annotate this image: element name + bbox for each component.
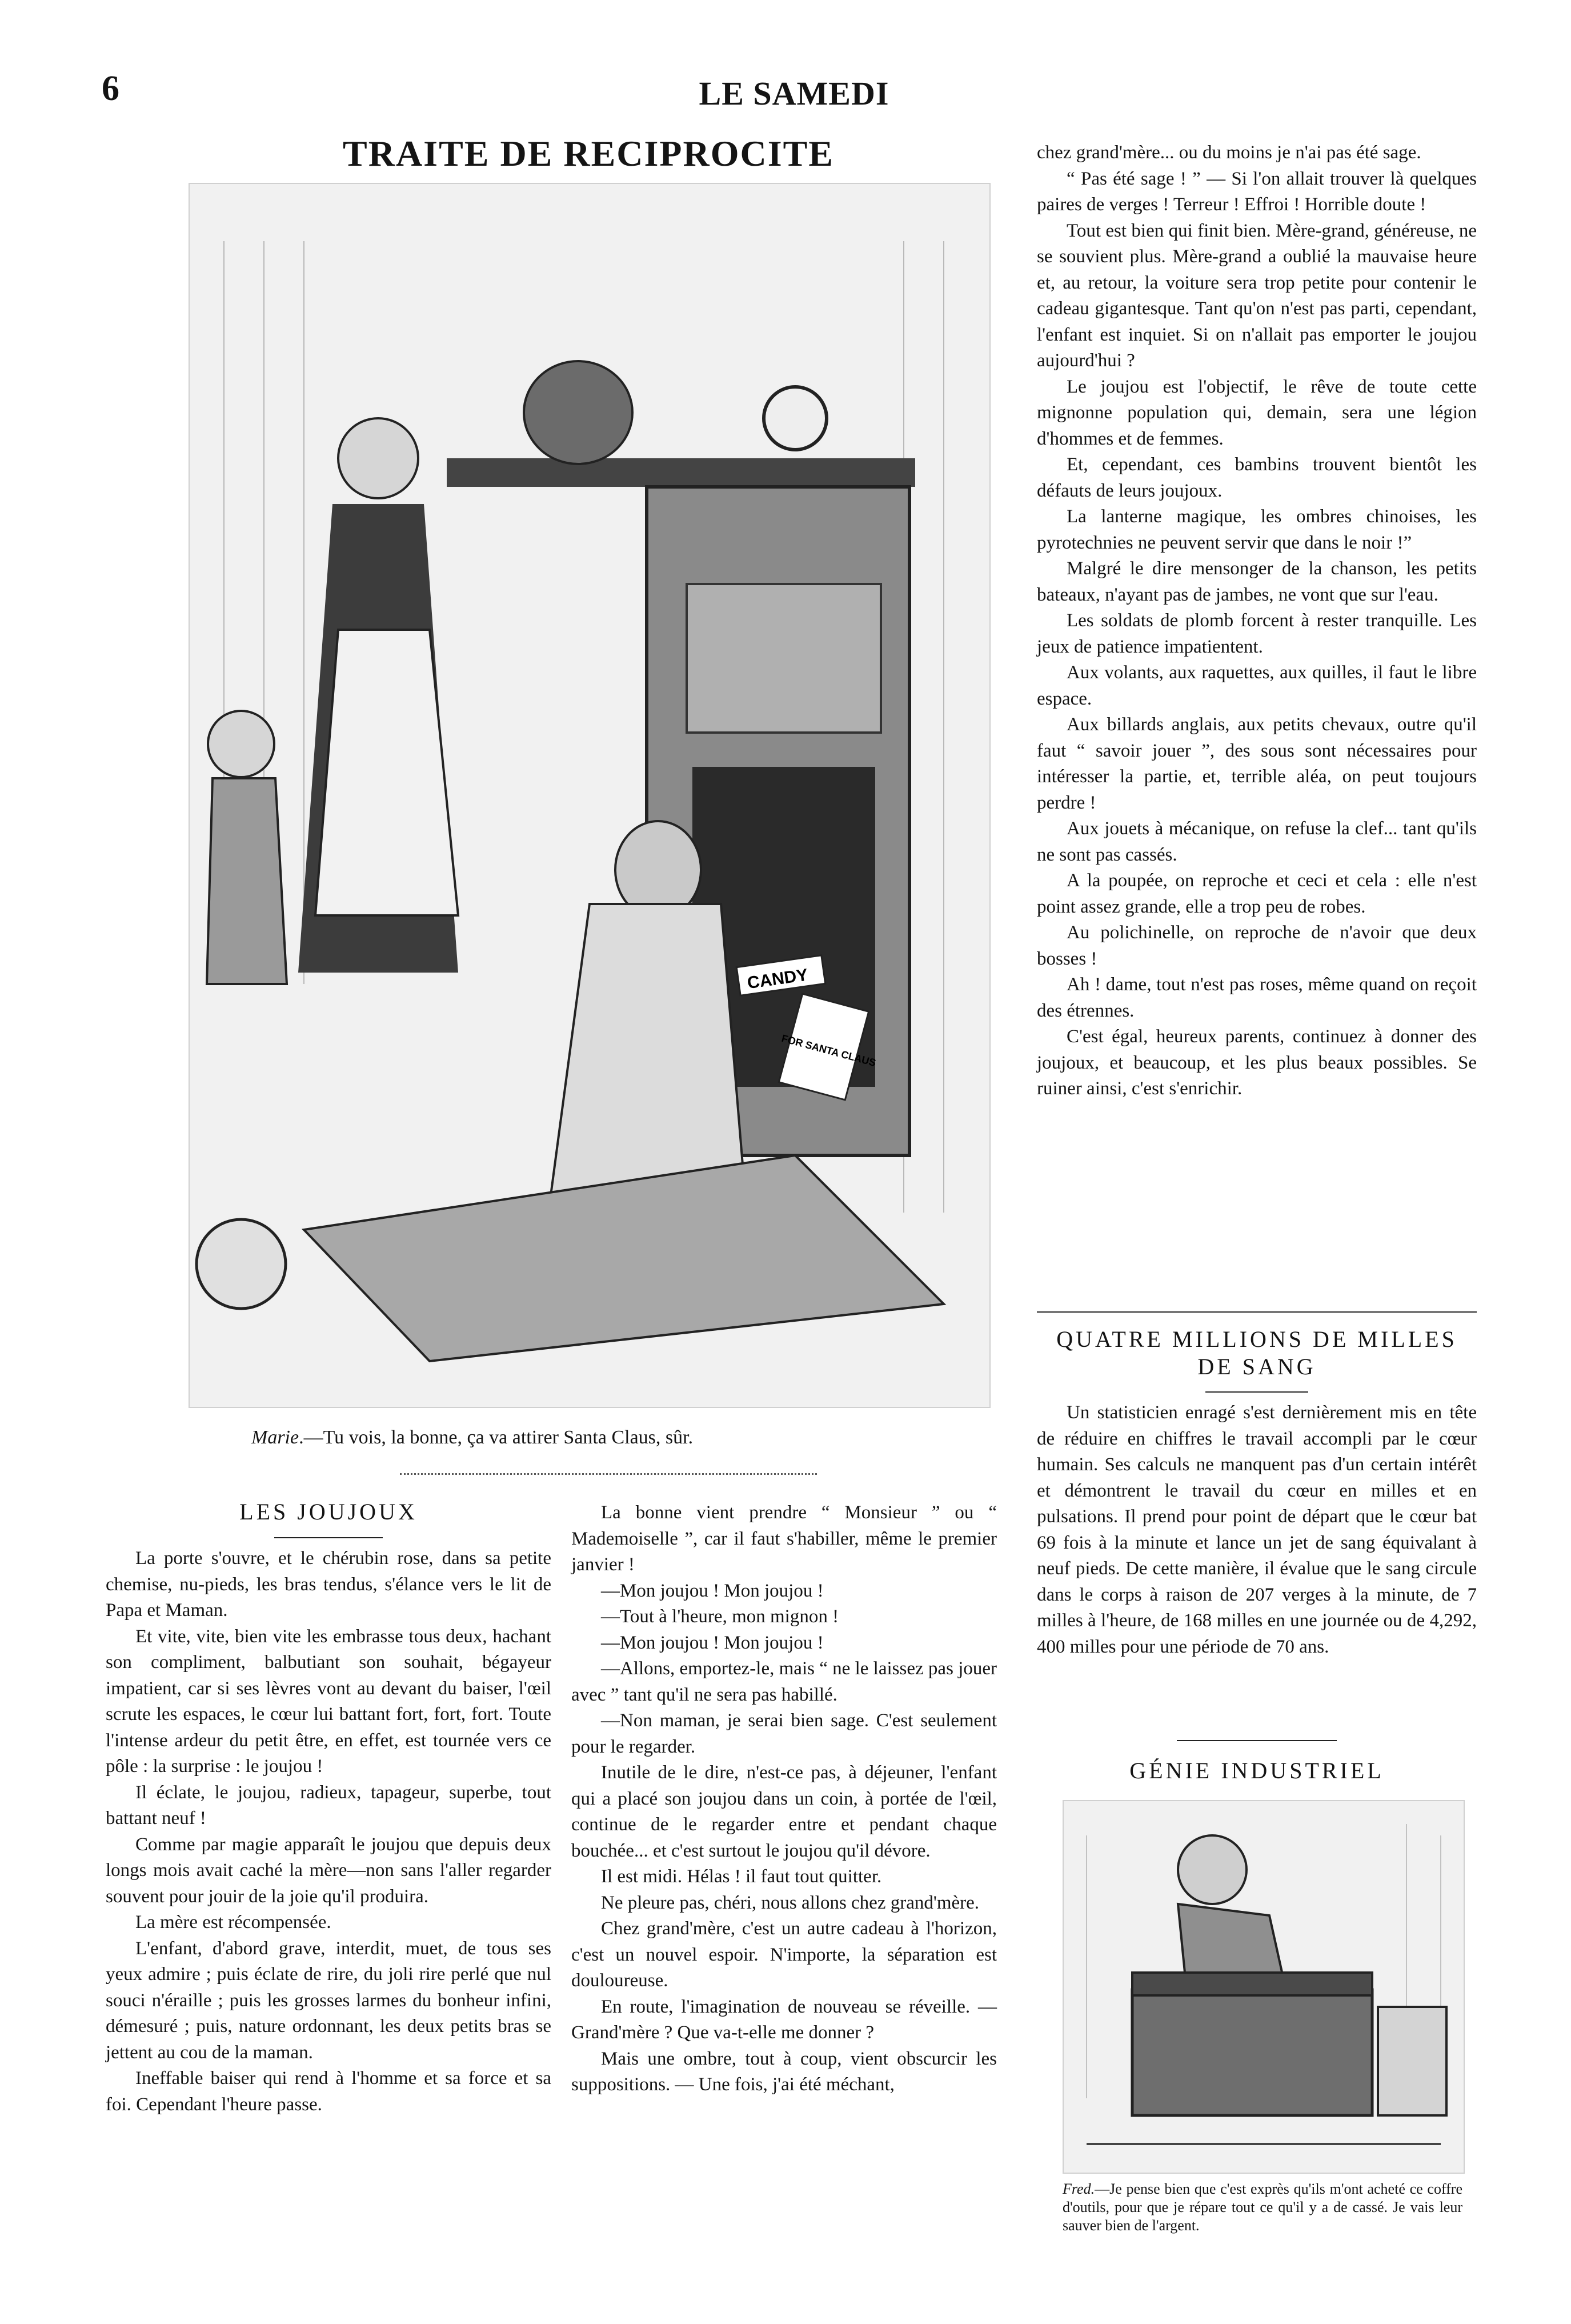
boy-head: [1178, 1835, 1247, 1904]
genie-caption: [1063, 2180, 1462, 2235]
paragraph: Aux jouets à mécanique, on refuse la clef... tant qu'ils ne sont pas cassés.: [1037, 818, 1477, 865]
genie-heading: GÉNIE INDUSTRIEL: [1129, 1758, 1384, 1783]
main-illustration: [189, 183, 991, 1408]
paragraph: Inutile de le dire, n'est-ce pas, à déjeuner, l'enfant qui a placé son joujou dans un coin, à portée de l'œil, continue de le regarder entre et pendant chaque bouchée... et c'est surtout le joujou qu'il dévore.: [571, 1762, 997, 1861]
rug: [304, 1155, 944, 1361]
paragraph: chez grand'mère... ou du moins je n'ai pas été sage.: [1037, 142, 1421, 163]
paragraph: Malgré le dire mensonger de la chanson, les petits bateaux, n'ayant pas de jambes, ne vont que sur l'eau.: [1037, 558, 1477, 605]
paragraph: C'est égal, heureux parents, continuez à donner des joujoux, et beaucoup, et les plus beaux possibles. Se ruiner ainsi, c'est s'enrichir.: [1037, 1026, 1477, 1099]
genie-illustration: [1063, 1800, 1465, 2174]
vase: [524, 361, 632, 464]
sang-heading-rule: [1205, 1391, 1308, 1393]
section-divider: [1177, 1740, 1337, 1741]
sang-article: [1037, 1400, 1477, 1660]
paragraph: Aux billards anglais, aux petits chevaux, outre qu'il faut “ savoir jouer ”, des sous sont nécessaires pour intéresser la partie, et, terrible aléa, on peut toujours perdre !: [1037, 714, 1477, 813]
paragraph: —Tout à l'heure, mon mignon !: [601, 1606, 839, 1627]
paragraph: Aux volants, aux raquettes, aux quilles, il faut le libre espace.: [1037, 662, 1477, 709]
paragraph: La bonne vient prendre “ Monsieur ” ou “ Mademoiselle ”, car il faut s'habiller, même le premier janvier !: [571, 1502, 997, 1575]
clock: [764, 387, 827, 450]
paragraph: “ Pas été sage ! ” — Si l'on allait trouver là quelques paires de verges ! Terreur ! Effroi ! Horrible doute !: [1037, 168, 1477, 215]
paragraph: —Mon joujou ! Mon joujou !: [601, 1580, 824, 1601]
paragraph: —Mon joujou ! Mon joujou !: [601, 1632, 824, 1653]
paragraph: La mère est récompensée.: [135, 1912, 331, 1933]
paragraph: Mais une ombre, tout à coup, vient obscurcir les suppositions. — Une fois, j'ai été méchant,: [571, 2048, 997, 2095]
caption-speaker: Fred.: [1063, 2181, 1095, 2197]
toy-box: [1378, 2007, 1446, 2115]
paragraph: Les soldats de plomb forcent à rester tranquille. Les jeux de patience impatientent.: [1037, 610, 1477, 657]
paragraph: —Allons, emportez-le, mais “ ne le laissez pas jouer avec ” tant qu'il ne sera pas habillé.: [571, 1658, 997, 1705]
paragraph: Un statisticien enragé s'est dernièrement mis en tête de réduire en chiffres le travail accompli par le cœur humain. Ses calculs ne manquent pas d'un certain intérêt et démontrent le travail du cœur en milles et en pulsations. Il prend pour point de départ que le cœur bat 69 fois à la minute et lance un jet de sang équivalant à neuf pieds. De cette manière, il évalue que le sang circule dans le corps à raison de 207 verges à la minute, de 7 milles à l'heure, de 168 milles en une journée ou de 4,292, 400 milles pour une période de 70 ans.: [1037, 1402, 1477, 1657]
tool-chest: [1132, 1990, 1372, 2115]
paragraph: Au polichinelle, on reproche de n'avoir que deux bosses !: [1037, 922, 1477, 969]
caption-speaker: Marie: [251, 1427, 299, 1448]
paragraph: Et vite, vite, bien vite les embrasse tous deux, hachant son compliment, balbutiant son souhait, bégayeur impatient, car si ses lèvres vont au devant du baiser, l'œil scrute les espaces, le cœur lui battant fort, fort, fort. Toute l'intense ardeur du petit être, en effet, est tournée vers ce pôle : la surprise : le joujou !: [106, 1626, 551, 1777]
main-article-title: TRAITE DE RECIPROCITE: [343, 133, 834, 174]
fireplace-scene-illustration: [190, 184, 989, 1407]
paragraph: Ah ! dame, tout n'est pas roses, même quand on reçoit des étrennes.: [1037, 974, 1477, 1021]
boy-with-toolbox-illustration: [1064, 1801, 1464, 2173]
paragraph: —Non maman, je serai bien sage. C'est seulement pour le regarder.: [571, 1710, 997, 1757]
joujoux-heading-rule: [274, 1537, 383, 1538]
paragraph: Tout est bien qui finit bien. Mère-grand, généreuse, ne se souvient plus. Mère-grand a oublié la mauvaise heure et, au retour, la voiture sera trop petite pour contenir le cadeau gigantesque. Tant qu'on n'est pas parti, cependant, l'enfant est inquiet. Si on n'allait pas emporter le joujou aujourd'hui ?: [1037, 220, 1477, 371]
page-number: 6: [102, 69, 119, 108]
maid-apron: [315, 630, 458, 915]
caption-text: —Je pense bien que c'est exprès qu'ils m'ont acheté ce coffre d'outils, pour que je répare tout ce qu'il y a de cassé. Je vais leur sauver bien de l'argent.: [1063, 2181, 1462, 2234]
maid-head: [338, 418, 418, 498]
boy-body: [207, 778, 287, 984]
joujoux-column-1: [106, 1546, 551, 2118]
joujoux-column-3: [1037, 140, 1477, 1102]
joujoux-heading: LES JOUJOUX: [239, 1499, 418, 1525]
paragraph: Il est midi. Hélas ! il faut tout quitter.: [601, 1866, 882, 1887]
caption-text: .—Tu vois, la bonne, ça va attirer Santa Claus, sûr.: [299, 1427, 694, 1448]
paragraph: En route, l'imagination de nouveau se réveille. —Grand'mère ? Que va-t-elle me donner ?: [571, 1996, 997, 2043]
paragraph: A la poupée, on reproche et ceci et cela : elle n'est point assez grande, elle a trop peu de robes.: [1037, 870, 1477, 917]
paragraph: Ne pleure pas, chéri, nous allons chez grand'mère.: [601, 1892, 980, 1913]
paragraph: Comme par magie apparaît le joujou que depuis deux longs mois avait caché la mère—non sans l'aller regarder souvent pour jouir de la joie qu'il produira.: [106, 1834, 551, 1907]
candy-label: CANDY: [746, 965, 809, 993]
mantel-shelf: [447, 458, 915, 487]
joujoux-column-2: [571, 1500, 997, 2098]
journal-name: LE SAMEDI: [699, 75, 889, 112]
boy-head: [208, 711, 274, 777]
ball: [197, 1219, 286, 1309]
paragraph: Le joujou est l'objectif, le rêve de toute cette mignonne population qui, demain, sera une légion d'hommes et de femmes.: [1037, 376, 1477, 449]
paragraph: Et, cependant, ces bambins trouvent bientôt les défauts de leurs joujoux.: [1037, 454, 1477, 501]
santa-label: FOR SANTA CLAUS: [780, 1032, 877, 1069]
paragraph: L'enfant, d'abord grave, interdit, muet, de tous ses yeux admire ; puis éclate de rire, du joli rire perlé que nul souci n'éraille ; puis les grosses larmes du bonheur infini, démesuré ; puis, nature ordonnant, les deux petits bras se jettent au cou de la maman.: [106, 1938, 551, 2063]
paragraph: Ineffable baiser qui rend à l'homme et sa force et sa foi. Cependant l'heure passe.: [106, 2068, 551, 2115]
paragraph: Chez grand'mère, c'est un autre cadeau à l'horizon, c'est un nouvel espoir. N'importe, la séparation est douloureuse.: [571, 1918, 997, 1991]
section-divider: [1037, 1311, 1477, 1313]
sang-heading: QUATRE MILLIONS DE MILLES DE SANG: [1056, 1326, 1457, 1379]
paragraph: La lanterne magique, les ombres chinoises, les pyrotechnies ne peuvent servir que dans le noir !”: [1037, 506, 1477, 553]
caption-divider: [400, 1473, 817, 1475]
paragraph: La porte s'ouvre, et le chérubin rose, dans sa petite chemise, nu-pieds, les bras tendus, s'élance vers le lit de Papa et Maman.: [106, 1548, 551, 1621]
main-illustration-caption: [251, 1426, 983, 1450]
paragraph: Il éclate, le joujou, radieux, tapageur, superbe, tout battant neuf !: [106, 1782, 551, 1829]
